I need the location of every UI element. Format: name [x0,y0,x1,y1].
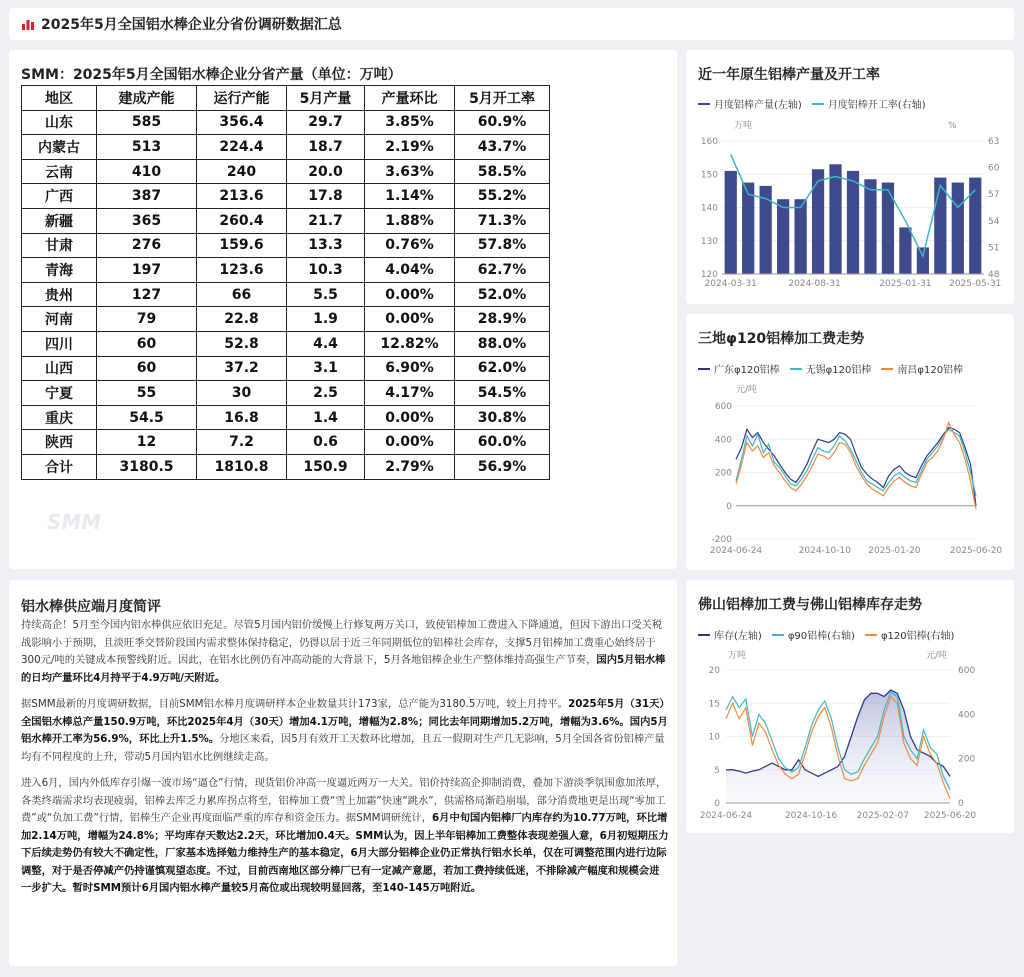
table-cell: 12.82% [365,331,455,356]
y-tick-label: 200 [714,468,732,479]
table-cell: 0.00% [365,405,455,430]
right-axis-unit: % [948,121,957,131]
table-row [22,331,550,356]
y2-tick-label: 0 [958,799,964,809]
table-cell: 新疆 [22,208,97,233]
bar [899,227,911,274]
chart-fee-panel [686,314,1014,570]
table-cell: 356.4 [197,110,287,135]
table-cell: 29.7 [287,110,365,135]
table-cell: 5.5 [287,282,365,307]
bar [742,183,754,274]
table-cell: 1810.8 [197,454,287,479]
table-cell: 52.8 [197,331,287,356]
y-tick-label: 130 [700,236,718,247]
table-cell: 150.9 [287,454,365,479]
legend-item[interactable]: 无锡φ120铝棒 [790,361,872,376]
table-cell: 2.5 [287,381,365,406]
table-row [22,282,550,307]
table-cell: 88.0% [455,331,550,356]
y-tick-label: 400 [714,435,732,446]
table-title: SMM：2025年5月全国铝水棒企业分省产量（单位：万吨） [21,67,402,83]
fee-chart [686,314,1014,570]
x-tick-label: 2025-06-20 [949,546,1003,556]
table-row [22,405,550,430]
bar [829,164,841,274]
left-axis-unit: 万吨 [734,121,753,131]
table-cell: 合计 [22,454,97,479]
y-tick-label: 150 [700,170,718,181]
y2-tick-label: 48 [988,270,1000,280]
x-tick-label: 2024-03-31 [704,279,757,289]
table-cell: 广西 [22,184,97,209]
bar [864,179,876,274]
table-cell: 12 [97,430,197,455]
table-cell: 云南 [22,159,97,184]
x-tick-label: 2024-08-31 [788,279,841,289]
legend-item[interactable]: 广东φ120铝棒 [698,361,780,376]
y2-tick-label: 600 [958,666,976,676]
table-cell: 18.7 [287,135,365,160]
bar [794,199,806,274]
table-cell: 365 [97,208,197,233]
x-tick-label: 2025-01-31 [879,279,932,289]
y2-tick-label: 51 [988,243,1000,254]
table-cell: 内蒙古 [22,135,97,160]
y-tick-label: 160 [700,137,718,147]
table-cell: 30.8% [455,405,550,430]
chart-production-panel [686,50,1014,304]
table-cell: 30 [197,381,287,406]
table-header-cell: 建成产能 [97,86,197,111]
production-chart [686,50,1014,304]
table-cell: 60 [97,331,197,356]
legend-item[interactable]: 南昌φ120铝棒 [881,361,963,376]
table-cell: 10.3 [287,258,365,283]
table-cell: 1.9 [287,307,365,332]
y-tick-label: -200 [711,535,732,545]
x-tick-label: 2025-05-31 [949,279,1002,289]
bar [777,199,789,274]
table-cell: 57.8% [455,233,550,258]
table-cell: 62.7% [455,258,550,283]
table-cell: 197 [97,258,197,283]
right-axis-unit: 元/吨 [926,651,948,661]
table-cell: 16.8 [197,405,287,430]
y2-tick-label: 200 [958,754,976,765]
table-cell: 159.6 [197,233,287,258]
table-row [22,307,550,332]
table-row [22,184,550,209]
table-cell: 213.6 [197,184,287,209]
table-cell: 55.2% [455,184,550,209]
table-cell: 22.8 [197,307,287,332]
table-cell: 37.2 [197,356,287,381]
report-paragraph: 进入6月，国内外低库存引爆一波市场“逼仓”行情，现货铝价冲高一度逼近两万一大关。铝价持续高企抑制消费，叠加下游淡季氛围愈加浓厚，各类终端需求均表现疲弱，铝棒去库乏力累库拐点将至，铝棒加工费“雪上加霜”快速“跳水”，供需格局渐趋崩塌，部分消费地更是出现“零加工费”或“负加工费”行情，铝棒生产企业再度面临严重的库存和资金压力。据SMM调研统计，6月中旬国内铝棒厂内库存约为10.77万吨，环比增加2.14万吨，增幅为24.8%；平均库存天数达2.2天，环比增加0.4天。SMM认为，因上半年铝棒加工费整体表现差强人意，6月初短期压力下后续走势仍有较大不确定性，厂家基本选择勉力维持生产的基本稳定，6月大部分铝棒企业仍正常执行铝水长单，仅在可调整范围内进行边际调整，对于是否停减产仍持谨慎观望态度。不过，目前西南地区部分棒厂已有一定减产意愿，若加工费持续低迷，不排除减产幅度和规模会进一步扩大。暂时SMM预计6月国内铝水棒产量较5月高位或出现较明显回落，至140-145万吨附近。 [21,777,669,894]
y-tick-label: 120 [700,270,718,280]
chart-title: 三地φ120铝棒加工费走势 [698,331,865,347]
table-cell: 0.00% [365,282,455,307]
table-cell: 2.79% [365,454,455,479]
table-cell: 1.4 [287,405,365,430]
bar [952,183,964,274]
page-title: 2025年5月全国铝水棒企业分省份调研数据汇总 [41,17,342,33]
table-row [22,454,550,479]
table-header-cell: 5月开工率 [455,86,550,111]
table-cell: 127 [97,282,197,307]
bar [934,178,946,274]
table-cell: 387 [97,184,197,209]
table-cell: 276 [97,233,197,258]
y-tick-label: 5 [714,765,720,776]
table-cell: 17.8 [287,184,365,209]
table-cell: 青海 [22,258,97,283]
table-cell: 66 [197,282,287,307]
y-tick-label: 600 [714,402,732,412]
table-cell: 3.63% [365,159,455,184]
table-row [22,208,550,233]
table-cell: 陕西 [22,430,97,455]
bar [969,178,981,274]
table-cell: 60.0% [455,430,550,455]
series-line [736,423,976,510]
table-row [22,159,550,184]
table-cell: 13.3 [287,233,365,258]
table-cell: 54.5% [455,381,550,406]
table-cell: 0.76% [365,233,455,258]
y2-tick-label: 57 [988,190,1000,201]
legend-item[interactable]: 库存(左轴) [698,627,762,642]
table-cell: 3.85% [365,110,455,135]
table-row [22,258,550,283]
table-cell: 4.04% [365,258,455,283]
legend-item[interactable]: 月度铝棒产量(左轴) [698,96,802,111]
x-tick-label: 2024-10-10 [798,546,851,556]
table-cell: 3180.5 [97,454,197,479]
y-tick-label: 140 [700,203,718,214]
watermark: SMM [47,510,102,534]
table-cell: 2.19% [365,135,455,160]
table-cell: 43.7% [455,135,550,160]
table-header-cell: 地区 [22,86,97,111]
table-cell: 21.7 [287,208,365,233]
left-axis-unit: 万吨 [728,651,747,661]
table-cell: 123.6 [197,258,287,283]
table-cell: 7.2 [197,430,287,455]
table-cell: 山东 [22,110,97,135]
bar [917,247,929,274]
table-cell: 79 [97,307,197,332]
bar [725,171,737,274]
y2-tick-label: 400 [958,710,976,721]
table-cell: 71.3% [455,208,550,233]
header-bar [9,8,1014,40]
table-cell: 4.4 [287,331,365,356]
table-cell: 4.17% [365,381,455,406]
table-cell: 585 [97,110,197,135]
table-cell: 20.0 [287,159,365,184]
x-tick-label: 2024-06-24 [709,546,763,556]
production-table [21,85,550,480]
y2-tick-label: 54 [988,216,1000,227]
legend-item[interactable]: 月度铝棒开工率(右轴) [812,96,926,111]
table-cell: 260.4 [197,208,287,233]
table-cell: 山西 [22,356,97,381]
table-row [22,110,550,135]
bar-chart-icon [21,17,35,31]
table-cell: 河南 [22,307,97,332]
table-cell: 贵州 [22,282,97,307]
table-cell: 四川 [22,331,97,356]
table-cell: 0.00% [365,307,455,332]
y2-tick-label: 60 [988,163,1000,174]
chart-title: 佛山铝棒加工费与佛山铝棒库存走势 [698,597,922,613]
table-cell: 56.9% [455,454,550,479]
table-header-cell: 产量环比 [365,86,455,111]
table-cell: 甘肃 [22,233,97,258]
table-cell: 54.5 [97,405,197,430]
table-cell: 224.4 [197,135,287,160]
table-cell: 0.00% [365,430,455,455]
table-cell: 3.1 [287,356,365,381]
table-cell: 60.9% [455,110,550,135]
table-cell: 52.0% [455,282,550,307]
table-cell: 0.6 [287,430,365,455]
table-cell: 58.5% [455,159,550,184]
y-tick-label: 20 [708,666,720,676]
table-row [22,233,550,258]
y-tick-label: 10 [708,732,720,743]
y-tick-label: 0 [714,799,720,809]
x-tick-label: 2024-06-24 [699,811,753,821]
table-cell: 60 [97,356,197,381]
table-cell: 240 [197,159,287,184]
report-title: 铝水棒供应端月度简评 [21,599,161,615]
legend-item[interactable]: φ120铝棒(右轴) [865,627,955,642]
x-tick-label: 2024-10-16 [784,811,838,821]
y2-tick-label: 63 [988,137,1000,147]
table-cell: 55 [97,381,197,406]
table-row [22,430,550,455]
table-cell: 513 [97,135,197,160]
table-panel [9,50,677,569]
report-paragraph: 持续高企！5月至今国内铝水棒供应依旧充足。尽管5月国内铝价缓慢上行修复两万关口，致使铝棒加工费进入下降通道，但因下游出口受关税战影响小于预期，且淡旺季交替阶段国内需求整体保持稳定，仍得以居于近三年同期低位的铝棒社会库存，支撑5月铝棒加工费重心始终居于300元/吨的关键成本预警线附近。因此，在铝水比例仍有冲高动能的大背景下，5月各地铝棒企业生产整体维持高强生产节奏，国内5月铝水棒的日均产量环比4月持平于4.9万吨/天附近。 [21,619,666,684]
table-row [22,381,550,406]
x-tick-label: 2025-01-20 [868,546,921,556]
chart-inventory-panel [686,580,1014,833]
report-body [21,617,669,907]
chart-title: 近一年原生铝棒产量及开工率 [698,67,880,83]
table-cell: 6.90% [365,356,455,381]
axis-unit: 元/吨 [736,385,758,395]
report-panel [9,580,677,966]
table-row [22,356,550,381]
table-header-cell: 5月产量 [287,86,365,111]
table-cell: 重庆 [22,405,97,430]
table-cell: 410 [97,159,197,184]
table-row [22,135,550,160]
table-header-cell: 运行产能 [197,86,287,111]
table-cell: 62.0% [455,356,550,381]
table-cell: 28.9% [455,307,550,332]
x-tick-label: 2025-02-07 [856,811,909,821]
table-cell: 宁夏 [22,381,97,406]
y-tick-label: 15 [708,699,720,710]
bar [847,171,859,274]
x-tick-label: 2025-06-20 [923,811,977,821]
report-paragraph: 据SMM最新的月度调研数据，目前SMM铝水棒月度调研样本企业数量共计173家，总产能为3180.5万吨，较上月持平。2025年5月（31天）全国铝水棒总产量150.9万吨，环比2025年4月（30天）增加4.1万吨，增幅为2.8%；同比去年同期增加5.2万吨，增幅为3.6%。国内5月铝水棒开工率为56.9%，环比上升1.5%。分地区来看，因5月有效开工天数环比增加，且五一假期对生产几无影响，5月全国各省份铝棒产量均有不同程度的上升，带动5月国内铝水比例继续走高。 [21,698,668,763]
table-cell: 1.88% [365,208,455,233]
inventory-chart [686,580,1014,833]
bar [812,169,824,274]
table-cell: 1.14% [365,184,455,209]
y-tick-label: 0 [726,501,732,512]
legend-item[interactable]: φ90铝棒(右轴) [772,627,855,642]
